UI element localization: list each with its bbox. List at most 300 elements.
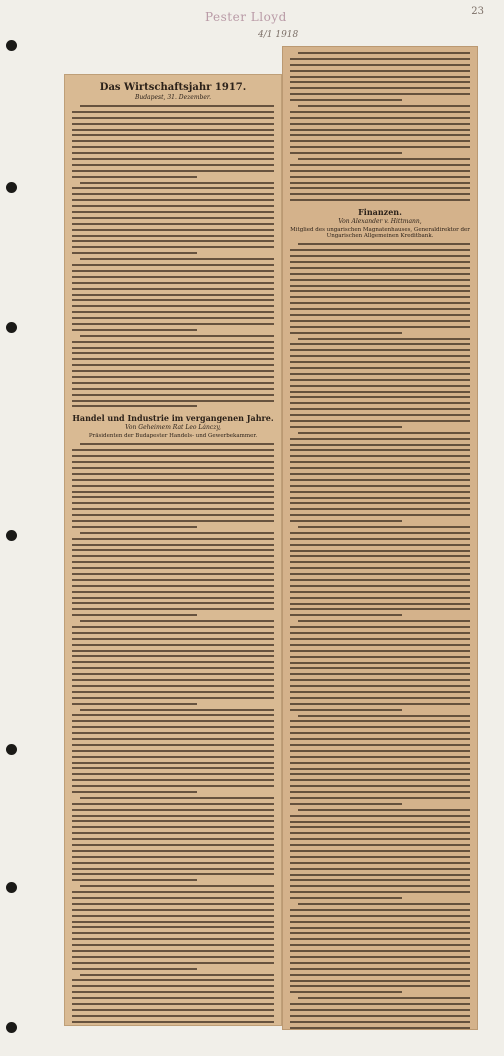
text-line [290,87,470,89]
text-line [72,1015,274,1017]
text-line [290,608,470,610]
text-line [290,249,470,251]
section-body [72,443,274,1026]
text-line [290,644,470,646]
text-line [72,473,274,475]
text-line [72,932,274,934]
article-dateline: Budapest, 31. Dezember. [134,94,212,101]
text-line [290,349,470,351]
punch-hole [6,530,17,541]
text-line [72,364,274,366]
text-line [298,526,470,528]
text-line [72,311,274,313]
text-line [290,308,470,310]
text-line [72,921,274,923]
text-line [290,396,470,398]
text-line [290,980,470,982]
text-line [290,343,470,345]
text-line [290,146,470,148]
text-line [72,176,197,178]
text-line [298,158,470,160]
text-line [290,164,470,166]
text-line [72,703,197,705]
text-line [290,261,470,263]
text-line [72,815,274,817]
text-line [290,614,402,616]
text-line [290,367,470,369]
text-line [290,479,470,481]
text-line [80,620,274,622]
text-line [290,956,470,958]
section-byline: Von Geheimem Rat Leo Lánczy, [125,424,221,432]
text-line [72,382,274,384]
text-line [72,170,274,172]
text-line [290,927,470,929]
text-line [72,926,274,928]
text-line [290,844,470,846]
text-line [290,932,470,934]
text-line [290,573,470,575]
text-line [290,473,470,475]
text-line [72,246,274,248]
text-line [72,299,274,301]
text-line [72,134,274,136]
text-line [290,921,470,923]
text-line [290,81,470,83]
text-line [290,134,470,136]
text-line [80,258,274,260]
text-line [290,673,470,675]
text-line [72,229,274,231]
text-line [72,270,274,272]
text-line [72,726,274,728]
text-line [290,544,470,546]
text-line [290,685,470,687]
text-line [72,979,274,981]
text-line [72,750,274,752]
text-line [72,614,197,616]
text-line [290,326,470,328]
text-line [72,714,274,716]
text-line [290,720,470,722]
article-body [72,105,274,407]
text-line [72,950,274,952]
text-line [72,738,274,740]
text-line [72,491,274,493]
text-line [80,974,274,976]
text-line [290,140,470,142]
text-line [290,1027,470,1029]
text-line [72,838,274,840]
text-line [290,449,470,451]
text-line [290,444,470,446]
text-line [72,909,274,911]
text-line [290,502,470,504]
text-line [290,497,470,499]
newspaper-name: Pester Lloyd [205,10,287,24]
text-line [290,762,470,764]
text-line [290,314,470,316]
text-line [72,240,274,242]
text-line [72,252,197,254]
text-line [72,938,274,940]
text-line [72,305,274,307]
text-line [72,347,274,349]
text-line [80,182,274,184]
text-line [72,235,274,237]
text-line [290,532,470,534]
text-line [72,223,274,225]
text-line [72,467,274,469]
text-line [298,243,470,245]
text-line [290,414,470,416]
text-line [290,485,470,487]
text-line [72,405,197,407]
text-line [72,579,274,581]
text-line [298,715,470,717]
text-line [290,879,470,881]
text-line [290,667,470,669]
text-line [290,726,470,728]
text-line [290,909,470,911]
punch-hole [6,1022,17,1033]
text-line [72,329,197,331]
finance-body [290,243,470,1030]
text-line [290,591,470,593]
text-line [290,768,470,770]
text-line [290,579,470,581]
page-number: 23 [471,6,484,17]
text-line [72,762,274,764]
text-line [290,650,470,652]
text-line [290,255,470,257]
text-line [72,667,274,669]
text-line [290,391,470,393]
text-line [72,264,274,266]
text-line [72,915,274,917]
text-line [72,809,274,811]
text-line [72,873,274,875]
text-line [72,844,274,846]
text-line [72,597,274,599]
text-line [290,76,470,78]
text-line [290,550,470,552]
text-line [290,968,470,970]
text-line [290,402,470,404]
text-line [290,679,470,681]
text-line [290,538,470,540]
text-line [290,821,470,823]
text-line [290,267,470,269]
text-line [72,573,274,575]
text-line [290,744,470,746]
text-line [72,638,274,640]
text-line [290,455,470,457]
text-line [290,561,470,563]
article-title: Das Wirtschaftsjahr 1917. [99,82,247,93]
text-line [290,461,470,463]
text-line [72,891,274,893]
text-line [290,182,470,184]
text-line [72,785,274,787]
text-line [80,532,274,534]
text-line [72,561,274,563]
text-line [290,732,470,734]
text-line [290,874,470,876]
finance-title: Finanzen. [358,207,402,218]
text-line [290,176,470,178]
text-line [290,962,470,964]
text-line [290,99,402,101]
text-line [290,332,402,334]
text-line [290,597,470,599]
text-line [72,803,274,805]
text-line [72,485,274,487]
text-line [290,129,470,131]
text-line [72,508,274,510]
text-line [72,944,274,946]
text-line [72,549,274,551]
text-line [72,352,274,354]
text-line [72,650,274,652]
text-line [72,744,274,746]
text-line [72,868,274,870]
text-line [290,585,470,587]
text-line [290,491,470,493]
text-line [290,279,470,281]
text-line [72,897,274,899]
date-stamp: 4/1 1918 [258,30,299,40]
text-line [290,750,470,752]
text-line [72,502,274,504]
text-line [290,826,470,828]
text-line [290,897,402,899]
text-line [72,341,274,343]
text-line [72,158,274,160]
text-line [290,938,470,940]
text-line [290,199,470,201]
text-line [290,385,470,387]
text-line [72,376,274,378]
finance-byline: Von Alexander v. Hittmann, [338,218,422,226]
text-line [290,697,470,699]
text-line [72,164,274,166]
text-line [72,455,274,457]
text-line [298,432,470,434]
text-line [72,211,274,213]
text-line [72,697,274,699]
text-line [72,856,274,858]
punch-hole [6,322,17,333]
text-line [72,187,274,189]
text-line [290,656,470,658]
text-line [290,123,470,125]
text-line [72,779,274,781]
text-line [72,370,274,372]
text-line [290,632,470,634]
text-line [72,632,274,634]
text-line [290,703,470,705]
text-line [290,420,470,422]
text-line [290,838,470,840]
text-line [72,820,274,822]
text-line [72,117,274,119]
text-line [80,709,274,711]
text-line [72,526,197,528]
text-line [290,791,470,793]
text-line [298,620,470,622]
continued-body [290,52,470,201]
text-line [290,193,470,195]
text-line [290,832,470,834]
text-line [290,58,470,60]
text-line [72,388,274,390]
text-line [290,1015,470,1017]
text-line [72,152,274,154]
text-line [290,603,470,605]
section-role: Präsidenten der Budapester Handels- und Gewerbekammer. [88,433,258,440]
text-line [290,520,402,522]
text-line [72,862,274,864]
text-line [290,320,470,322]
text-line [290,426,402,428]
text-line [72,985,274,987]
text-line [290,662,470,664]
text-line [298,338,470,340]
text-line [290,555,470,557]
text-line [290,1021,470,1023]
text-line [290,1003,470,1005]
text-line [290,302,470,304]
punch-hole [6,40,17,51]
punch-hole [6,882,17,893]
text-line [290,170,470,172]
text-line [72,756,274,758]
text-line [72,608,274,610]
text-line [80,105,274,107]
text-line [72,317,274,319]
text-line [72,276,274,278]
text-line [72,585,274,587]
text-line [72,520,274,522]
text-line [290,950,470,952]
text-line [290,709,402,711]
text-line [72,879,197,881]
section-title: Handel und Industrie im vergangenen Jahre. [72,413,274,424]
text-line [72,496,274,498]
text-line [72,661,274,663]
text-line [290,296,470,298]
text-line [72,903,274,905]
text-line [72,449,274,451]
finance-role: Mitglied des ungarischen Magnatenhauses, Generaldirektor der Ungarischen Allgemeinen Kreditbank. [290,227,470,240]
text-line [290,273,470,275]
text-line [290,408,470,410]
text-line [290,638,470,640]
text-line [72,282,274,284]
text-line [72,962,274,964]
text-line [298,903,470,905]
text-line [72,538,274,540]
text-line [80,335,274,337]
text-line [298,52,470,54]
text-line [290,361,470,363]
text-line [290,785,470,787]
text-line [72,991,274,993]
text-line [72,199,274,201]
text-line [72,146,274,148]
text-line [290,850,470,852]
text-line [72,394,274,396]
text-line [290,70,470,72]
text-line [72,461,274,463]
text-line [72,767,274,769]
text-line [72,400,274,402]
text-line [290,373,470,375]
text-line [290,944,470,946]
text-line [290,508,470,510]
text-line [72,602,274,604]
text-line [80,443,274,445]
text-line [290,738,470,740]
text-line [72,140,274,142]
text-line [72,129,274,131]
text-line [72,956,274,958]
text-line [290,626,470,628]
text-line [72,1003,274,1005]
text-line [72,544,274,546]
text-line [72,555,274,557]
text-line [298,809,470,811]
text-line [72,1021,274,1023]
punch-hole [6,744,17,755]
right-clipping [282,46,478,1030]
text-line [298,997,470,999]
left-clipping [64,74,282,1026]
text-line [72,591,274,593]
text-line [290,467,470,469]
text-line [290,885,470,887]
text-line [80,797,274,799]
text-line [72,193,274,195]
text-line [290,567,470,569]
text-line [290,815,470,817]
text-line [290,514,470,516]
text-line [72,111,274,113]
text-line [290,691,470,693]
text-line [72,691,274,693]
text-line [290,803,402,805]
text-line [72,323,274,325]
text-line [290,891,470,893]
text-line [72,567,274,569]
text-line [290,117,470,119]
text-line [290,93,470,95]
text-line [290,152,402,154]
text-line [72,205,274,207]
text-line [72,679,274,681]
text-line [72,850,274,852]
text-line [72,479,274,481]
text-line [290,773,470,775]
text-line [72,720,274,722]
text-line [72,732,274,734]
text-line [290,290,470,292]
text-line [290,868,470,870]
text-line [290,1009,470,1011]
text-line [290,779,470,781]
text-line [72,997,274,999]
